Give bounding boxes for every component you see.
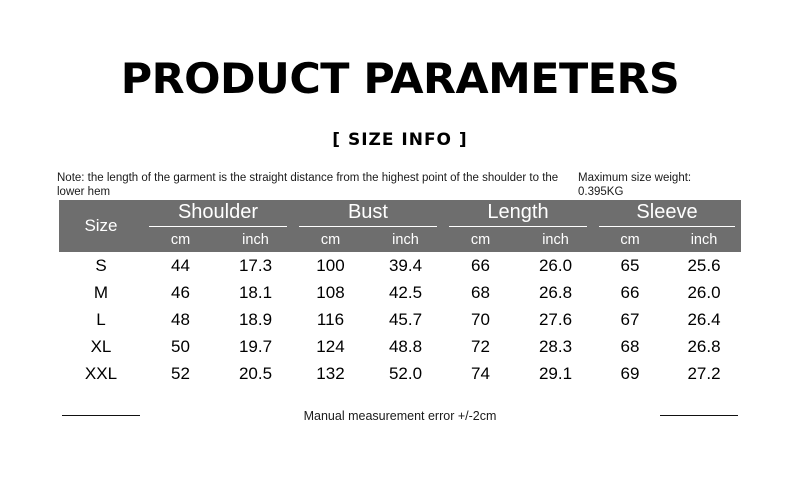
group-header-row (59, 200, 741, 227)
cell-bust-cm: 124 (316, 336, 345, 356)
cell-sleeve-cm: 67 (620, 309, 640, 329)
table-row (59, 333, 741, 360)
cell-size: S (95, 255, 107, 275)
header-unit-shoulder-cm: cm (143, 227, 218, 252)
cell-size: XL (90, 336, 112, 356)
cell-bust-inch: 42.5 (388, 282, 423, 302)
header-group-length (443, 200, 593, 227)
footer-rule-left (62, 415, 140, 416)
cell-shoulder-inch: 19.7 (238, 336, 273, 356)
table-row (59, 252, 741, 279)
table-header (59, 200, 741, 252)
cell-bust-cm: 132 (316, 363, 345, 383)
header-group-length-label: Length (449, 201, 587, 227)
cell-bust-inch: 45.7 (388, 309, 423, 329)
cell-size: XXL (84, 363, 118, 383)
cell-size: L (96, 309, 106, 329)
header-unit-sleeve-inch: inch (667, 227, 741, 252)
cell-length-inch: 26.0 (538, 255, 573, 275)
header-unit-sleeve-cm: cm (593, 227, 667, 252)
header-unit-length-cm: cm (443, 227, 518, 252)
header-group-bust (293, 200, 443, 227)
cell-length-inch: 28.3 (538, 336, 573, 356)
cell-length-inch: 27.6 (538, 309, 573, 329)
header-group-sleeve (593, 200, 741, 227)
unit-header-row (59, 227, 741, 252)
header-unit-length-inch: inch (518, 227, 593, 252)
cell-sleeve-cm: 66 (620, 282, 640, 302)
cell-length-cm: 70 (471, 309, 490, 329)
page-title: PRODUCT PARAMETERS (120, 54, 680, 103)
size-chart-table (59, 200, 741, 387)
cell-sleeve-cm: 68 (620, 336, 640, 356)
cell-sleeve-inch: 25.6 (687, 255, 721, 275)
cell-bust-cm: 108 (316, 282, 345, 302)
cell-size: M (93, 282, 109, 302)
cell-sleeve-inch: 26.4 (687, 309, 721, 329)
cell-length-cm: 72 (471, 336, 490, 356)
cell-sleeve-cm: 69 (620, 363, 640, 383)
footer-rule-right (660, 415, 738, 416)
page-subtitle: [ SIZE INFO ] (332, 130, 468, 150)
cell-bust-cm: 116 (316, 309, 345, 329)
cell-sleeve-inch: 26.8 (687, 336, 721, 356)
cell-shoulder-inch: 17.3 (238, 255, 273, 275)
header-group-shoulder (143, 200, 293, 227)
header-group-shoulder-label: Shoulder (149, 201, 287, 227)
cell-length-cm: 74 (471, 363, 490, 383)
cell-shoulder-cm: 50 (171, 336, 190, 356)
cell-length-inch: 26.8 (538, 282, 573, 302)
measurement-note: Note: the length of the garment is the straight distance from the highest point of the shoulder to the lower hem (57, 172, 559, 198)
cell-sleeve-inch: 27.2 (687, 363, 721, 383)
cell-bust-inch: 48.8 (388, 336, 423, 356)
cell-length-cm: 66 (471, 255, 490, 275)
cell-shoulder-inch: 20.5 (238, 363, 273, 383)
footer (0, 401, 800, 431)
cell-shoulder-cm: 52 (171, 363, 190, 383)
cell-sleeve-cm: 65 (620, 255, 640, 275)
header-unit-shoulder-inch: inch (218, 227, 293, 252)
cell-length-cm: 68 (471, 282, 490, 302)
cell-bust-inch: 52.0 (388, 363, 423, 383)
header-size: Size (59, 200, 143, 252)
cell-length-inch: 29.1 (538, 363, 573, 383)
notes-row (0, 172, 800, 200)
header-group-sleeve-label: Sleeve (599, 201, 735, 227)
cell-shoulder-inch: 18.1 (238, 282, 273, 302)
table-body (59, 252, 741, 387)
header-unit-bust-cm: cm (293, 227, 368, 252)
table-row (59, 360, 741, 387)
cell-shoulder-inch: 18.9 (238, 309, 273, 329)
table-row (59, 306, 741, 333)
weight-note: Maximum size weight: 0.395KG (578, 172, 692, 198)
cell-shoulder-cm: 44 (171, 255, 190, 275)
cell-bust-inch: 39.4 (388, 255, 423, 275)
header-unit-bust-inch: inch (368, 227, 443, 252)
cell-sleeve-inch: 26.0 (687, 282, 721, 302)
cell-shoulder-cm: 48 (171, 309, 190, 329)
table-row (59, 279, 741, 306)
header-group-bust-label: Bust (299, 201, 437, 227)
measurement-error-note: Manual measurement error +/-2cm (303, 409, 497, 423)
cell-shoulder-cm: 46 (171, 282, 190, 302)
cell-bust-cm: 100 (316, 255, 345, 275)
